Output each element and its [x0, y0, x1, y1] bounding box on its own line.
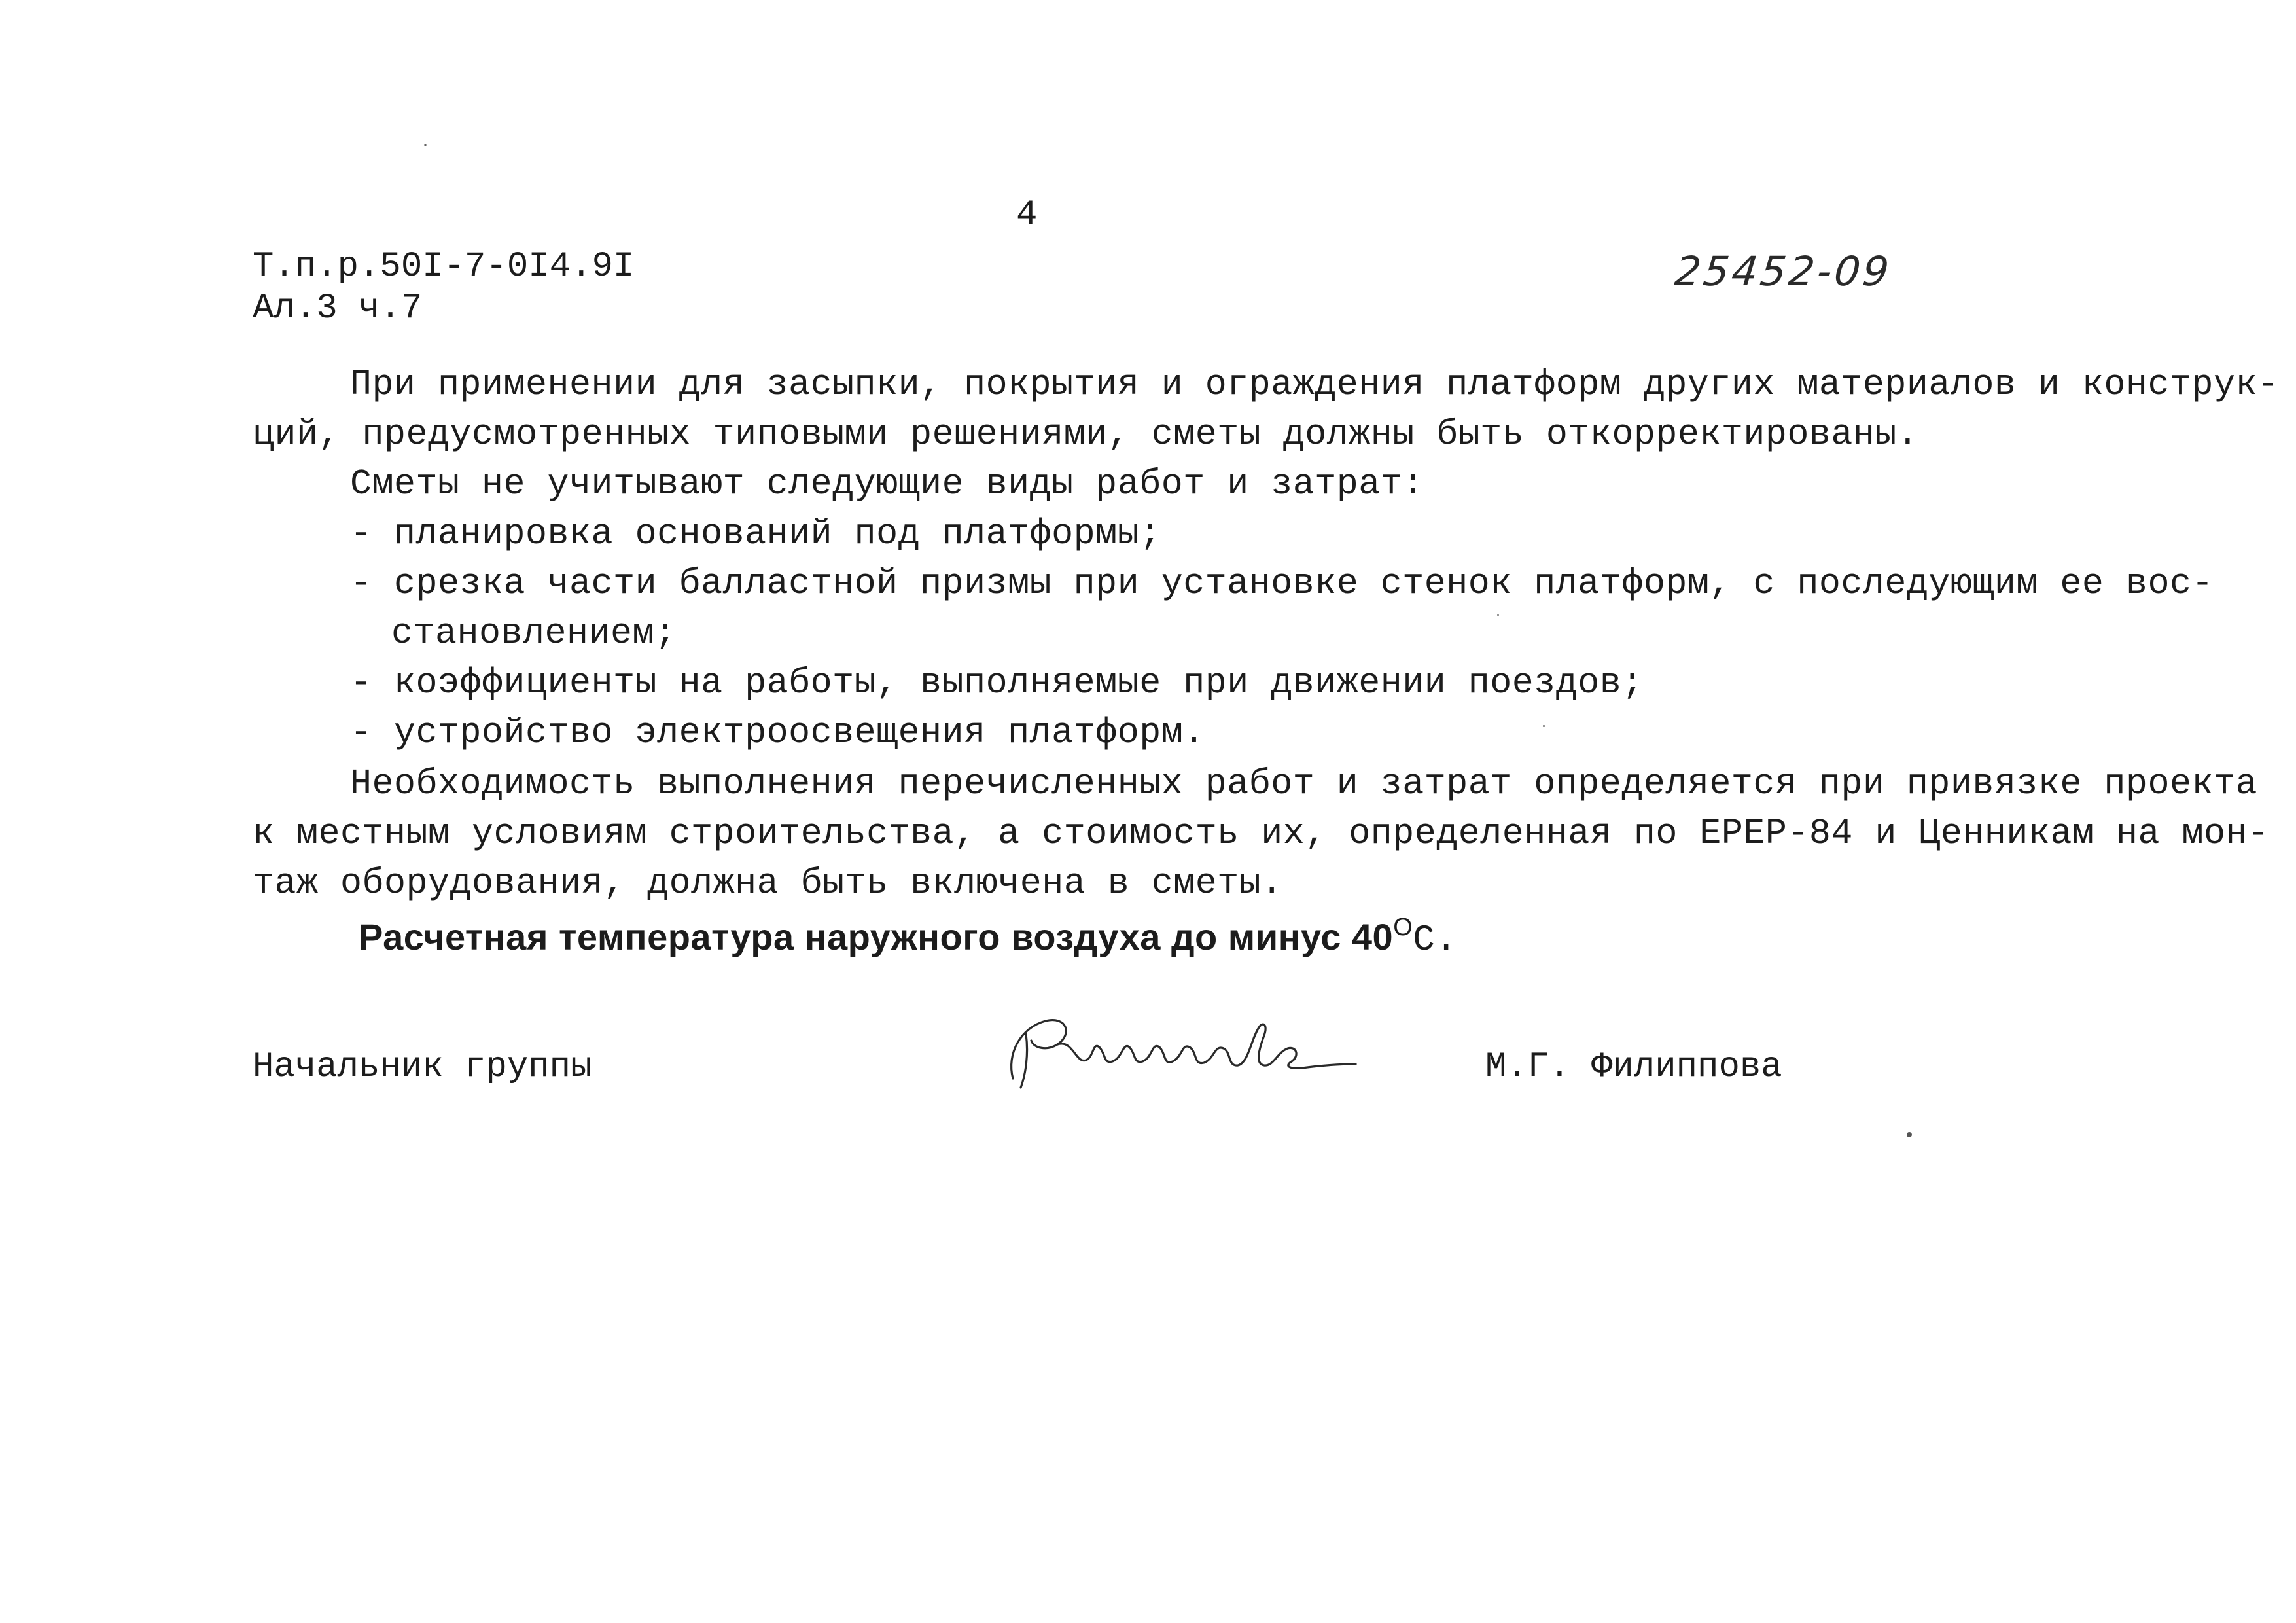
temperature-unit: С.: [1413, 919, 1458, 961]
document-code: [253, 246, 634, 330]
document-code-line-2: Ал.3 ч.7: [253, 289, 423, 329]
list-item: - планировка оснований под платформы;: [350, 513, 1161, 554]
list-item-continuation: становлением;: [391, 613, 677, 654]
scan-speck: [1543, 725, 1545, 727]
paragraph-1-line-2: ций, предусмотренных типовыми решениями, сметы должны быть откорректированы.: [253, 414, 1919, 455]
archive-number: 25452-09: [1672, 247, 1894, 295]
scan-speck: [1497, 614, 1499, 616]
paragraph-2: Сметы не учитывают следующие виды работ и затрат:: [350, 463, 1424, 505]
scan-speck: [1907, 1132, 1912, 1137]
signatory-position: Начальник группы: [253, 1047, 592, 1087]
handwritten-signature: [995, 1001, 1361, 1099]
temperature-text: Расчетная температура наружного воздуха до минус 40: [359, 916, 1394, 957]
list-item: - коэффициенты на работы, выполняемые при движении поездов;: [350, 662, 1644, 704]
list-item: - устройство электроосвещения платформ.: [350, 712, 1205, 753]
signatory-name: М.Г. Филиппова: [1485, 1047, 1782, 1087]
paragraph-3-line-3: таж оборудования, должна быть включена в сметы.: [253, 863, 1283, 904]
scan-speck: [424, 144, 427, 146]
document-code-line-1: Т.п.р.50I-7-0I4.9I: [253, 247, 635, 287]
paragraph-3-line-2: к местным условиям строительства, а стоимость их, определенная по ЕРЕР-84 и Ценникам на мон-: [253, 813, 2270, 854]
design-temperature-note: [359, 914, 1457, 961]
paragraph-3-line-1: Необходимость выполнения перечисленных работ и затрат определяется при привязке проекта: [350, 763, 2257, 804]
paragraph-1-line-1: При применении для засыпки, покрытия и ограждения платформ других материалов и конструк-: [350, 364, 2280, 405]
list-item: - срезка части балластной призмы при установке стенок платформ, с последующим ее вос-: [350, 563, 2214, 604]
page-number: 4: [1016, 195, 1038, 235]
degree-mark: О: [1393, 914, 1413, 941]
